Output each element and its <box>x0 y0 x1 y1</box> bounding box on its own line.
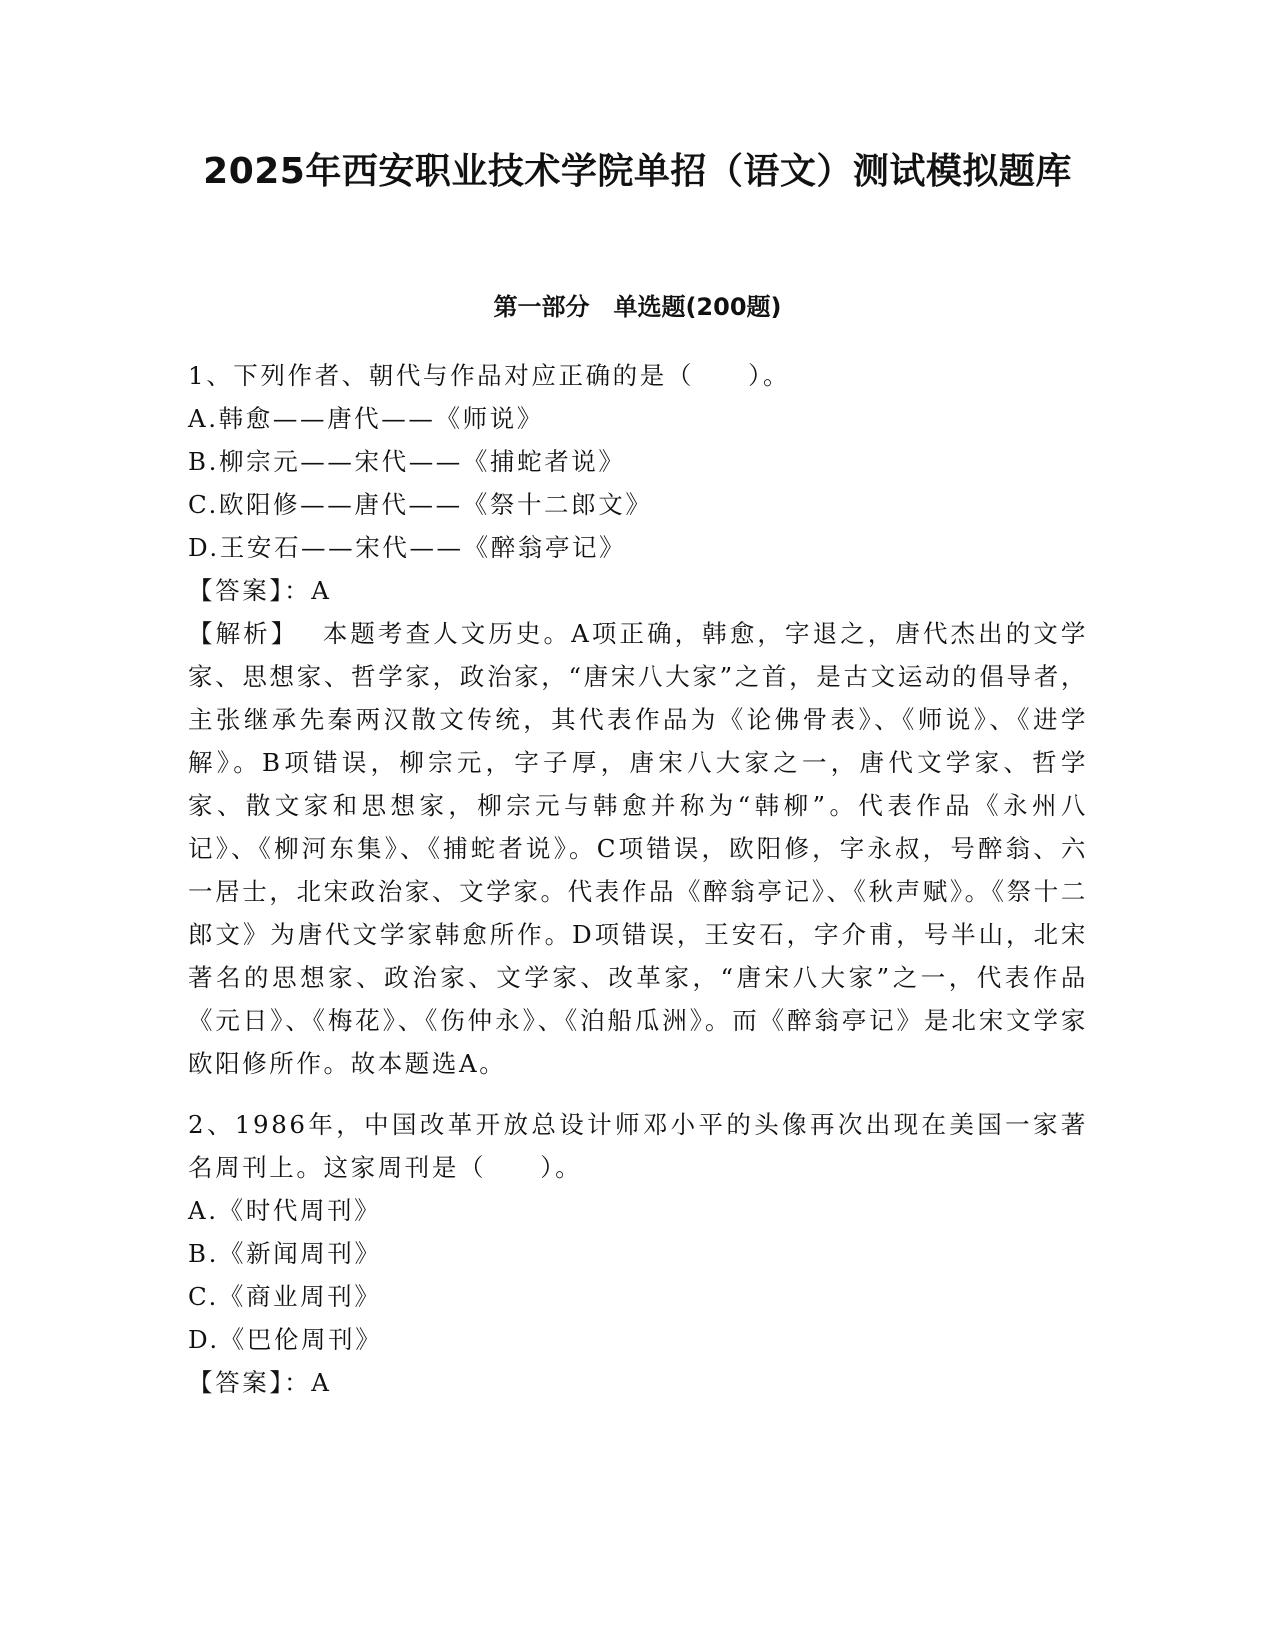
explanation-text: 本题考查人文历史。A项正确，韩愈，字退之，唐代杰出的文学家、思想家、哲学家，政治家，“唐宋八大家”之首，是古文运动的倡导者，主张继承先秦两汉散文传统，其代表作品为《论佛骨表》、《师说》、《进学解》。B项错误，柳宗元，字子厚，唐宋八大家之一，唐代文学家、哲学家、散文家和思想家，柳宗元与韩愈并称为“韩柳”。代表作品《永州八记》、《柳河东集》、《捕蛇者说》。C项错误，欧阳修，字永叔，号醉翁、六一居士，北宋政治家、文学家。代表作品《醉翁亭记》、《秋声赋》。《祭十二郎文》为唐代文学家韩愈所作。D项错误，王安石，字介甫，号半山，北宋著名的思想家、政治家、文学家、改革家，“唐宋八大家”之一，代表作品《元日》、《梅花》、《伤仲永》、《泊船瓜洲》。而《醉翁亭记》是北宋文学家欧阳修所作。故本题选A。 <box>188 619 1088 1078</box>
answer-label: 【答案】： <box>188 1368 312 1397</box>
answer-label: 【答案】： <box>188 576 312 605</box>
question-stem: 2、1986年，中国改革开放总设计师邓小平的头像再次出现在美国一家著名周刊上。这家周刊是（ ）。 <box>188 1110 1088 1182</box>
option-c: C.《商业周刊》 <box>188 1282 382 1311</box>
option-a: A.《时代周刊》 <box>188 1196 382 1225</box>
option-b: B.柳宗元——宋代——《捕蛇者说》 <box>188 447 626 476</box>
question-gap <box>188 1085 1088 1103</box>
option-c: C.欧阳修——唐代——《祭十二郎文》 <box>188 490 653 519</box>
option-b: B.《新闻周刊》 <box>188 1239 382 1268</box>
option-a: A.韩愈——唐代——《师说》 <box>188 404 544 433</box>
answer-line <box>188 1361 1088 1404</box>
option-d: D.《巴伦周刊》 <box>188 1325 383 1354</box>
question-2 <box>188 1103 1088 1404</box>
question-1 <box>188 354 1088 1085</box>
document-content <box>188 354 1088 1404</box>
answer-line <box>188 569 1088 612</box>
answer-value: A <box>311 1368 332 1397</box>
answer-value: A <box>311 576 332 605</box>
section-title: 第一部分 单选题(200题) <box>493 293 782 321</box>
question-stem: 1、下列作者、朝代与作品对应正确的是（ ）。 <box>188 361 791 390</box>
document-title: 2025年西安职业技术学院单招（语文）测试模拟题库 <box>203 151 1072 192</box>
option-d: D.王安石——宋代——《醉翁亭记》 <box>188 533 627 562</box>
explanation-label: 【解析】 <box>188 619 299 648</box>
explanation <box>188 612 1088 1085</box>
